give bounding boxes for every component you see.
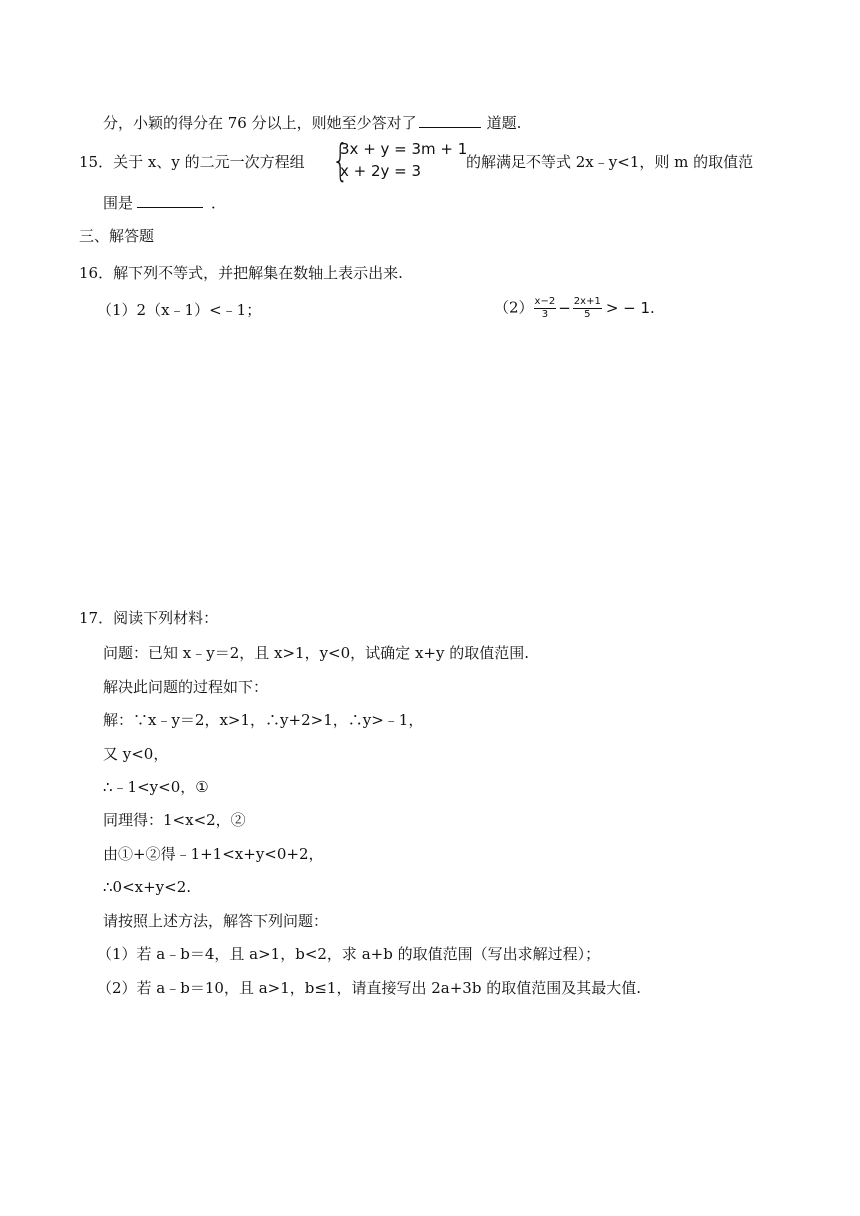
- q14-answer-blank[interactable]: [419, 111, 481, 128]
- fraction-1-denominator: 3: [541, 309, 549, 320]
- q16-part2-label: （2）: [494, 298, 534, 317]
- q17-line-11: （2）若 a﹣b＝10，且 a>1，b≤1，请直接写出 2a+3b 的取值范围及其最大值.: [97, 979, 641, 997]
- q17-line: [79, 607, 218, 629]
- equation-brace: {: [332, 135, 349, 186]
- q17-line-8: ∴0<x+y<2.: [103, 878, 192, 896]
- q16-number: 16．: [79, 264, 114, 282]
- q15-line2-after: ．: [211, 194, 227, 212]
- part2-rhs: > − 1.: [605, 298, 655, 317]
- q17-line-6: 同理得：1<x<2，②: [103, 811, 246, 829]
- q15-equation-2: x + 2y = 3: [340, 162, 422, 180]
- q15-prefix: 关于 x、y 的二元一次方程组: [113, 153, 305, 171]
- q15-equation-1: 3x + y = 3m + 1: [340, 140, 468, 158]
- q16-part1: （1）2（x﹣1）<﹣1；: [97, 301, 262, 319]
- q14-text-after: 道题.: [486, 114, 522, 132]
- q17-line-9: 请按照上述方法，解答下列问题：: [103, 912, 329, 930]
- q15-line1: [79, 151, 305, 173]
- fraction-1-numerator: x−2: [534, 296, 556, 307]
- fraction-1: [534, 296, 557, 321]
- q17-number: 17．: [79, 609, 114, 627]
- q15-number: 15．: [79, 153, 114, 171]
- q15-line2-before: 围是: [103, 194, 134, 212]
- q17-line-1: 问题：已知 x﹣y＝2，且 x>1，y<0，试确定 x+y 的取值范围.: [103, 644, 529, 662]
- section-title: 三、解答题: [79, 227, 155, 245]
- fraction-2: [573, 296, 602, 321]
- q15-answer-blank[interactable]: [137, 191, 203, 208]
- fraction-2-numerator: 2x+1: [573, 296, 601, 307]
- q15-equation-system: [332, 135, 472, 186]
- q17-line-7: 由①+②得﹣1+1<x+y<0+2，: [103, 845, 324, 863]
- q15-suffix: 的解满足不等式 2x﹣y<1，则 m 的取值范: [466, 153, 754, 171]
- minus-sign: −: [558, 298, 571, 317]
- q16-text: 解下列不等式，并把解集在数轴上表示出来.: [113, 264, 403, 282]
- q17-intro: 阅读下列材料：: [113, 609, 219, 627]
- q15-line1-suffix: [466, 151, 753, 173]
- fraction-2-denominator: 5: [584, 309, 591, 320]
- q17-line-4: 又 y<0，: [103, 745, 169, 763]
- q17-line-5: ∴﹣1<y<0，①: [103, 778, 209, 796]
- q16-part2: [494, 296, 655, 321]
- q17-line-10: （1）若 a﹣b＝4，且 a>1，b<2，求 a+b 的取值范围（写出求解过程）；: [97, 945, 601, 963]
- q15-line2: [103, 191, 226, 214]
- q16-line: [79, 262, 403, 284]
- q14-text-before: 分，小颖的得分在 76 分以上，则她至少答对了: [103, 114, 417, 132]
- q17-line-3: 解：∵x﹣y＝2，x>1，∴y+2>1，∴y>﹣1，: [103, 711, 424, 729]
- q17-line-2: 解决此问题的过程如下：: [103, 678, 269, 696]
- q14-tail-line: [103, 111, 521, 134]
